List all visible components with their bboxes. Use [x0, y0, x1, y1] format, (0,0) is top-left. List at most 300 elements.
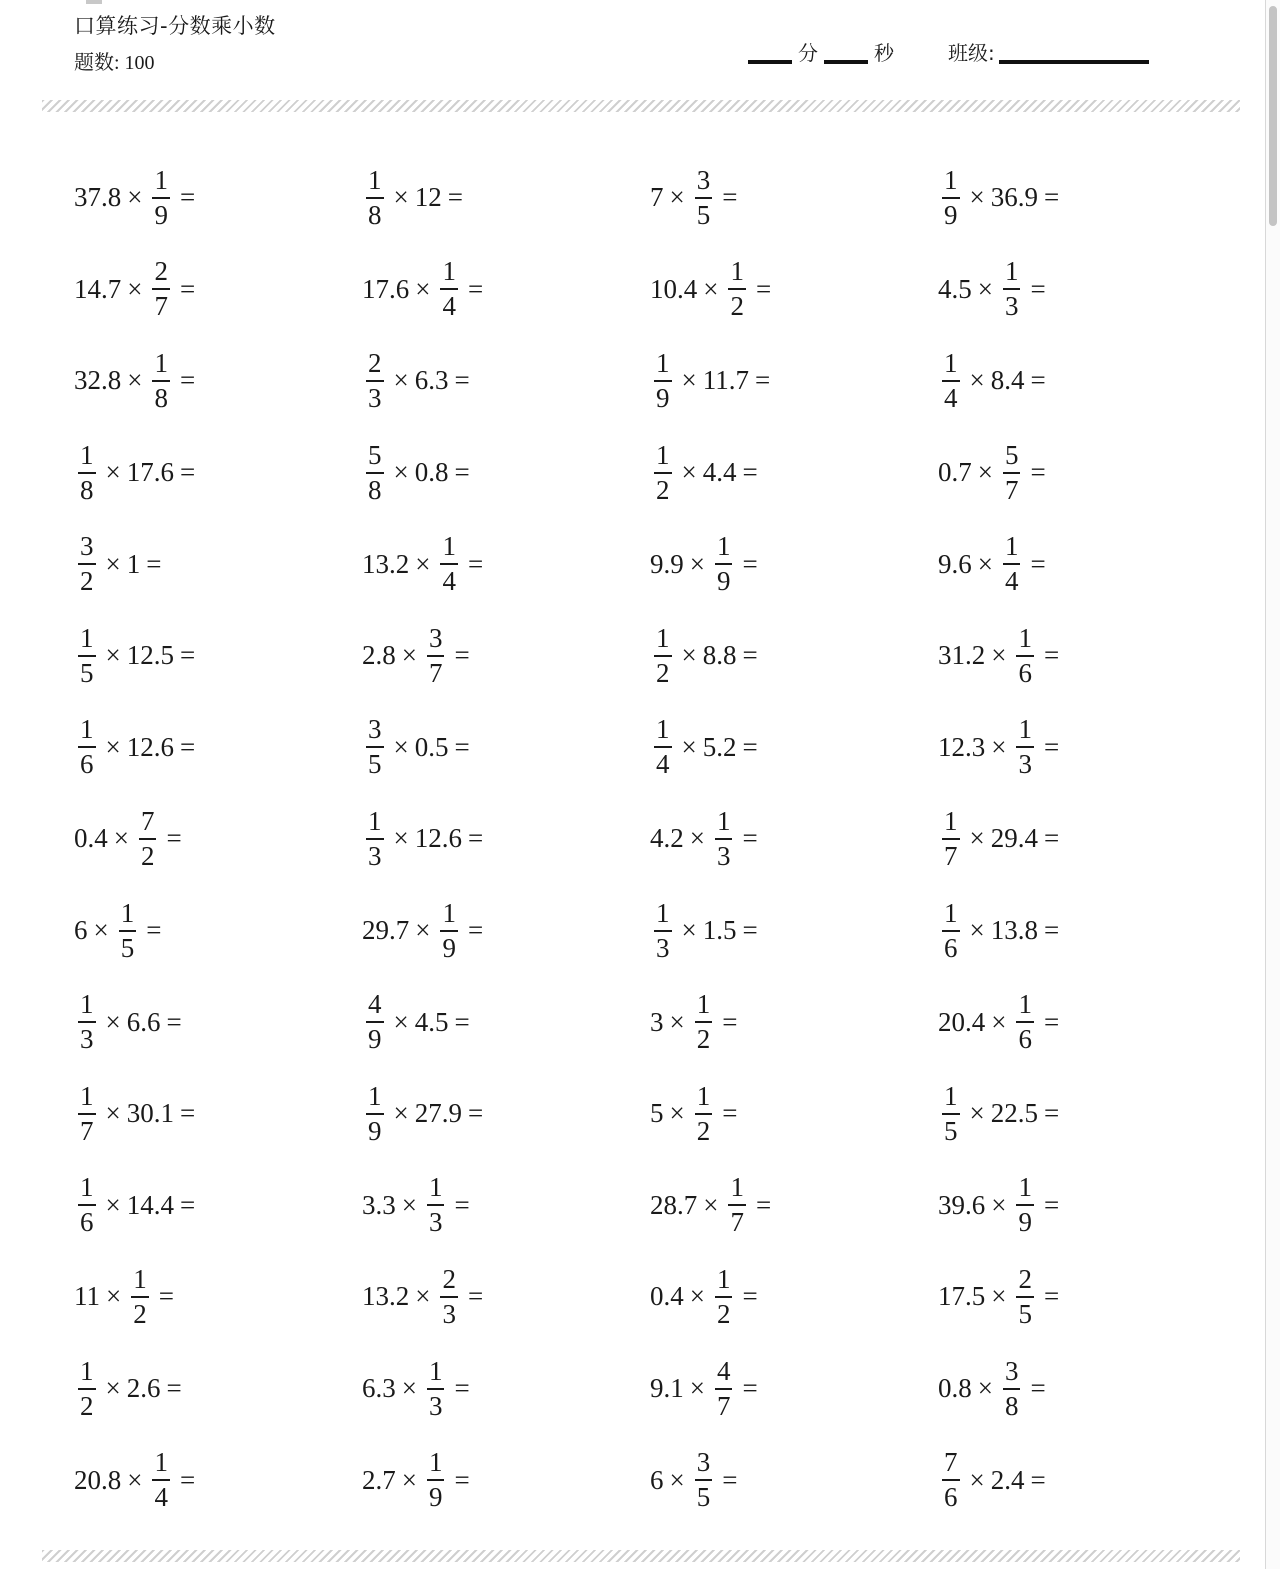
- equals-sign: =: [1030, 365, 1046, 396]
- equals-sign: =: [722, 1464, 738, 1495]
- equals-sign: =: [454, 457, 470, 488]
- fraction-denominator: 2: [656, 474, 670, 505]
- fraction-numerator: 2: [440, 1266, 458, 1298]
- problem-item: [362, 1434, 650, 1526]
- fraction-denominator: 7: [80, 1115, 94, 1146]
- decimal-operand: 12.3: [938, 731, 986, 762]
- fraction-numerator: 1: [654, 716, 672, 748]
- problem-item: [74, 427, 362, 519]
- equals-sign: =: [179, 273, 196, 304]
- decimal-operand: 22.5: [990, 1098, 1038, 1129]
- fraction-denominator: 6: [1018, 657, 1032, 688]
- fraction-operand: [427, 1355, 445, 1421]
- fraction-denominator: 8: [80, 474, 94, 505]
- times-sign: ×: [401, 640, 417, 671]
- problem-item: [362, 793, 650, 885]
- equals-sign: =: [1030, 1373, 1046, 1404]
- times-sign: ×: [991, 1281, 1007, 1312]
- equals-sign: =: [447, 182, 463, 213]
- fraction-denominator: 7: [716, 1390, 731, 1421]
- fraction-denominator: 6: [80, 1207, 94, 1238]
- fraction-operand: [942, 164, 960, 230]
- seconds-blank[interactable]: [824, 60, 868, 64]
- problem-count: 题数: 100: [74, 52, 155, 74]
- fraction-numerator: 1: [728, 1174, 746, 1206]
- class-label: 班级:: [948, 41, 995, 65]
- decimal-operand: 1.5: [702, 915, 737, 946]
- equals-sign: =: [1030, 273, 1046, 304]
- problem-item: [938, 152, 1226, 244]
- fraction-denominator: 3: [716, 840, 731, 871]
- decimal-operand: 10.4: [650, 273, 698, 304]
- problem-item: [938, 1434, 1226, 1526]
- problem-item: [650, 427, 938, 519]
- decimal-operand: 0.8: [938, 1373, 972, 1404]
- bottom-divider: [42, 1550, 1240, 1562]
- equals-sign: =: [179, 640, 196, 671]
- fraction-denominator: 5: [944, 1115, 958, 1146]
- times-sign: ×: [393, 731, 409, 762]
- decimal-operand: 4.4: [702, 457, 737, 488]
- fraction-operand: [695, 1080, 713, 1146]
- fraction-denominator: 5: [80, 657, 94, 688]
- fraction-denominator: 9: [428, 1482, 443, 1513]
- decimal-operand: 20.8: [74, 1464, 122, 1495]
- fraction-numerator: 3: [427, 625, 445, 657]
- fraction-denominator: 2: [133, 1298, 147, 1329]
- times-sign: ×: [393, 457, 409, 488]
- problem-item: [938, 793, 1226, 885]
- fraction-operand: [366, 1080, 384, 1146]
- problem-item: [938, 976, 1226, 1068]
- decimal-operand: 12.6: [414, 823, 462, 854]
- fraction-operand: [654, 347, 672, 413]
- problem-item: [938, 335, 1226, 427]
- fraction-denominator: 9: [154, 199, 168, 230]
- fraction-denominator: 3: [442, 1298, 456, 1329]
- fraction-numerator: 1: [427, 1174, 445, 1206]
- times-sign: ×: [991, 731, 1007, 762]
- times-sign: ×: [105, 1006, 121, 1037]
- equals-sign: =: [467, 548, 484, 579]
- fraction-denominator: 4: [944, 382, 958, 413]
- problem-item: [362, 1343, 650, 1435]
- problem-item: [362, 1068, 650, 1160]
- equals-sign: =: [722, 1006, 738, 1037]
- decimal-operand: 0.5: [414, 731, 449, 762]
- fraction-operand: [715, 1263, 733, 1329]
- fraction-denominator: 7: [944, 840, 958, 871]
- equals-sign: =: [454, 1006, 470, 1037]
- equals-sign: =: [742, 915, 758, 946]
- decimal-operand: 13.2: [362, 1281, 410, 1312]
- minutes-blank[interactable]: [748, 60, 792, 64]
- equals-sign: =: [1043, 1006, 1060, 1037]
- fraction-operand: [440, 1263, 458, 1329]
- fraction-operand: [366, 805, 384, 871]
- fraction-denominator: 7: [428, 657, 443, 688]
- fraction-denominator: 4: [1004, 566, 1019, 597]
- problem-item: [650, 244, 938, 336]
- fraction-denominator: 3: [1004, 291, 1019, 322]
- problem-item: [650, 610, 938, 702]
- times-sign: ×: [991, 1189, 1007, 1220]
- fraction-operand: [728, 258, 746, 320]
- problem-item: [362, 152, 650, 244]
- decimal-operand: 9.9: [650, 548, 684, 579]
- fraction-operand: [942, 347, 960, 413]
- times-sign: ×: [105, 1098, 121, 1129]
- fraction-operand: [440, 897, 458, 963]
- problem-item: [650, 1251, 938, 1343]
- decimal-operand: 11.7: [702, 365, 749, 396]
- problem-item: [362, 976, 650, 1068]
- fraction-operand: [427, 1174, 445, 1236]
- equals-sign: =: [1030, 1464, 1046, 1495]
- problem-item: [74, 702, 362, 794]
- scrollbar-thumb[interactable]: [1269, 6, 1277, 226]
- fraction-denominator: 2: [716, 1298, 731, 1329]
- equals-sign: =: [754, 365, 771, 396]
- fraction-denominator: 7: [1004, 474, 1019, 505]
- fraction-numerator: 1: [78, 716, 96, 748]
- problem-item: [650, 976, 938, 1068]
- vertical-scrollbar[interactable]: [1265, 0, 1280, 1569]
- equals-sign: =: [454, 1189, 470, 1220]
- times-sign: ×: [991, 1006, 1007, 1037]
- fraction-denominator: 4: [154, 1482, 168, 1513]
- problem-item: [74, 885, 362, 977]
- fraction-operand: [1016, 716, 1034, 778]
- times-sign: ×: [991, 640, 1007, 671]
- problem-item: [362, 335, 650, 427]
- decimal-operand: 1: [126, 548, 141, 579]
- equals-sign: =: [179, 457, 196, 488]
- fraction-numerator: 1: [695, 991, 713, 1023]
- equals-sign: =: [1043, 182, 1060, 213]
- equals-sign: =: [467, 915, 484, 946]
- fraction-numerator: 4: [715, 1358, 733, 1390]
- fraction-numerator: 2: [1016, 1266, 1034, 1298]
- fraction-denominator: 8: [154, 382, 168, 413]
- equals-sign: =: [454, 365, 470, 396]
- problem-item: [938, 1251, 1226, 1343]
- decimal-operand: 9.6: [938, 548, 972, 579]
- problem-item: [362, 518, 650, 610]
- class-blank[interactable]: [999, 60, 1149, 64]
- decimal-operand: 11: [74, 1281, 100, 1312]
- problem-item: [74, 1068, 362, 1160]
- equals-sign: =: [166, 1006, 182, 1037]
- fraction-denominator: 7: [154, 291, 168, 322]
- times-sign: ×: [669, 1098, 685, 1129]
- top-divider: [42, 100, 1240, 112]
- equals-sign: =: [179, 365, 196, 396]
- fraction-numerator: 1: [78, 442, 96, 474]
- decimal-operand: 4.2: [650, 823, 684, 854]
- problem-item: [650, 1160, 938, 1252]
- fraction-numerator: 1: [942, 808, 960, 840]
- fraction-operand: [1016, 1263, 1034, 1329]
- times-sign: ×: [393, 1098, 409, 1129]
- problem-item: [74, 793, 362, 885]
- equals-sign: =: [467, 1281, 484, 1312]
- fraction-numerator: 1: [366, 167, 384, 199]
- decimal-operand: 2.6: [126, 1373, 161, 1404]
- decimal-operand: 14.7: [74, 273, 122, 304]
- fraction-numerator: 1: [654, 442, 672, 474]
- fraction-numerator: 1: [1016, 625, 1034, 657]
- decimal-operand: 31.2: [938, 640, 986, 671]
- times-sign: ×: [93, 915, 109, 946]
- equals-sign: =: [454, 640, 470, 671]
- problem-item: [74, 1434, 362, 1526]
- fraction-numerator: 3: [78, 533, 96, 565]
- decimal-operand: 0.7: [938, 457, 972, 488]
- decimal-operand: 4.5: [414, 1006, 449, 1037]
- fraction-operand: [152, 258, 170, 320]
- equals-sign: =: [1030, 548, 1046, 579]
- equals-sign: =: [742, 1281, 758, 1312]
- times-sign: ×: [105, 548, 121, 579]
- problem-item: [650, 793, 938, 885]
- fraction-operand: [942, 805, 960, 871]
- fraction-denominator: 3: [428, 1390, 443, 1421]
- equals-sign: =: [755, 1189, 772, 1220]
- equals-sign: =: [146, 915, 162, 946]
- equals-sign: =: [1043, 1098, 1060, 1129]
- times-sign: ×: [669, 1006, 685, 1037]
- problem-item: [362, 427, 650, 519]
- problem-item: [938, 1343, 1226, 1435]
- problem-item: [938, 244, 1226, 336]
- fraction-operand: [695, 1449, 713, 1511]
- fraction-operand: [366, 716, 384, 778]
- times-sign: ×: [703, 1189, 719, 1220]
- fraction-operand: [942, 1080, 960, 1146]
- fraction-operand: [654, 716, 672, 778]
- fraction-operand: [78, 439, 96, 505]
- fraction-denominator: 3: [80, 1024, 94, 1055]
- decimal-operand: 12: [414, 182, 442, 213]
- problem-item: [74, 1160, 362, 1252]
- fraction-denominator: 2: [696, 1024, 711, 1055]
- fraction-numerator: 7: [139, 808, 157, 840]
- equals-sign: =: [755, 273, 772, 304]
- fraction-denominator: 2: [696, 1115, 711, 1146]
- fraction-numerator: 1: [440, 258, 458, 290]
- problem-item: [74, 610, 362, 702]
- equals-sign: =: [179, 731, 196, 762]
- times-sign: ×: [127, 365, 143, 396]
- decimal-operand: 7: [650, 182, 664, 213]
- decimal-operand: 32.8: [74, 365, 122, 396]
- fraction-denominator: 3: [368, 840, 382, 871]
- times-sign: ×: [681, 731, 697, 762]
- decimal-operand: 30.1: [126, 1098, 174, 1129]
- decimal-operand: 6: [74, 915, 88, 946]
- times-sign: ×: [415, 273, 431, 304]
- fraction-operand: [654, 622, 672, 688]
- fraction-denominator: 5: [368, 749, 382, 780]
- times-sign: ×: [689, 548, 705, 579]
- fraction-numerator: 1: [427, 1358, 445, 1390]
- fraction-denominator: 8: [368, 199, 382, 230]
- problem-item: [650, 518, 938, 610]
- decimal-operand: 28.7: [650, 1189, 698, 1220]
- fraction-denominator: 4: [442, 566, 456, 597]
- fraction-denominator: 6: [944, 932, 958, 963]
- equals-sign: =: [1030, 457, 1046, 488]
- fraction-numerator: 1: [715, 533, 733, 565]
- problem-item: [938, 1068, 1226, 1160]
- equals-sign: =: [1043, 731, 1060, 762]
- fraction-denominator: 4: [442, 291, 456, 322]
- decimal-operand: 29.4: [990, 823, 1038, 854]
- times-sign: ×: [689, 1373, 705, 1404]
- equals-sign: =: [1043, 915, 1060, 946]
- fraction-numerator: 1: [728, 258, 746, 290]
- fraction-operand: [440, 258, 458, 320]
- times-sign: ×: [969, 365, 985, 396]
- fraction-operand: [78, 622, 96, 688]
- decimal-operand: 0.8: [414, 457, 449, 488]
- fraction-operand: [427, 1449, 445, 1511]
- times-sign: ×: [393, 365, 409, 396]
- fraction-denominator: 9: [944, 199, 958, 230]
- decimal-operand: 13.8: [990, 915, 1038, 946]
- times-sign: ×: [681, 457, 697, 488]
- problem-item: [74, 976, 362, 1068]
- times-sign: ×: [969, 182, 985, 213]
- equals-sign: =: [179, 1189, 196, 1220]
- times-sign: ×: [669, 1464, 685, 1495]
- fraction-numerator: 1: [942, 900, 960, 932]
- decimal-operand: 17.6: [126, 457, 174, 488]
- problem-item: [938, 885, 1226, 977]
- fraction-denominator: 2: [80, 1390, 94, 1421]
- fraction-numerator: 7: [942, 1449, 960, 1481]
- equals-sign: =: [742, 640, 758, 671]
- fraction-operand: [695, 991, 713, 1053]
- fraction-denominator: 6: [944, 1482, 958, 1513]
- fraction-operand: [78, 716, 96, 778]
- equals-sign: =: [1043, 1281, 1060, 1312]
- times-sign: ×: [977, 1373, 993, 1404]
- decimal-operand: 2.8: [362, 640, 396, 671]
- decimal-operand: 0.4: [74, 823, 108, 854]
- times-sign: ×: [415, 1281, 431, 1312]
- fraction-numerator: 5: [366, 442, 384, 474]
- fraction-denominator: 5: [696, 1482, 711, 1513]
- times-sign: ×: [127, 273, 143, 304]
- fraction-operand: [440, 533, 458, 595]
- fraction-denominator: 9: [656, 382, 670, 413]
- times-sign: ×: [681, 640, 697, 671]
- fraction-numerator: 1: [366, 808, 384, 840]
- decimal-operand: 36.9: [990, 182, 1038, 213]
- times-sign: ×: [127, 1464, 143, 1495]
- decimal-operand: 5: [650, 1098, 664, 1129]
- times-sign: ×: [703, 273, 719, 304]
- problem-item: [650, 1343, 938, 1435]
- equals-sign: =: [742, 1373, 758, 1404]
- times-sign: ×: [105, 640, 121, 671]
- decimal-operand: 27.9: [414, 1098, 462, 1129]
- times-sign: ×: [105, 457, 121, 488]
- fraction-operand: [139, 805, 157, 871]
- problem-item: [74, 518, 362, 610]
- fraction-numerator: 1: [942, 1083, 960, 1115]
- fraction-numerator: 3: [695, 167, 713, 199]
- times-sign: ×: [969, 915, 985, 946]
- fraction-numerator: 1: [152, 350, 170, 382]
- equals-sign: =: [742, 731, 758, 762]
- times-sign: ×: [689, 1281, 705, 1312]
- equals-sign: =: [742, 548, 758, 579]
- fraction-numerator: 1: [440, 533, 458, 565]
- fraction-denominator: 3: [428, 1207, 443, 1238]
- decimal-operand: 12.5: [126, 640, 174, 671]
- fraction-numerator: 1: [942, 167, 960, 199]
- decimal-operand: 39.6: [938, 1189, 986, 1220]
- problem-item: [650, 702, 938, 794]
- decimal-operand: 4.5: [938, 273, 972, 304]
- page-title: 口算练习-分数乘小数: [74, 14, 276, 38]
- equals-sign: =: [467, 1098, 484, 1129]
- fraction-operand: [78, 533, 96, 595]
- fraction-denominator: 5: [120, 932, 135, 963]
- equals-sign: =: [1043, 1189, 1060, 1220]
- fraction-operand: [78, 991, 96, 1053]
- times-sign: ×: [689, 823, 705, 854]
- equals-sign: =: [467, 823, 484, 854]
- fraction-numerator: 1: [715, 808, 733, 840]
- problem-item: [74, 152, 362, 244]
- fraction-operand: [654, 439, 672, 505]
- problem-item: [74, 335, 362, 427]
- problem-item: [938, 702, 1226, 794]
- fraction-denominator: 7: [730, 1207, 744, 1238]
- fraction-denominator: 9: [1018, 1207, 1032, 1238]
- problem-grid: [74, 152, 1234, 1526]
- fraction-numerator: 1: [78, 1358, 96, 1390]
- decimal-operand: 20.4: [938, 1006, 986, 1037]
- times-sign: ×: [669, 182, 685, 213]
- times-sign: ×: [401, 1464, 417, 1495]
- problem-item: [650, 1068, 938, 1160]
- fraction-denominator: 9: [368, 1115, 382, 1146]
- times-sign: ×: [106, 1281, 122, 1312]
- fraction-operand: [366, 347, 384, 413]
- fraction-operand: [152, 1449, 170, 1511]
- fraction-operand: [1016, 622, 1034, 688]
- fraction-operand: [1003, 533, 1021, 595]
- times-sign: ×: [969, 1464, 985, 1495]
- decimal-operand: 29.7: [362, 915, 410, 946]
- decimal-operand: 5.2: [702, 731, 737, 762]
- decimal-operand: 12.6: [126, 731, 174, 762]
- fraction-operand: [131, 1263, 149, 1329]
- fraction-denominator: 8: [1004, 1390, 1019, 1421]
- times-sign: ×: [393, 823, 409, 854]
- times-sign: ×: [105, 1373, 121, 1404]
- fraction-operand: [654, 897, 672, 963]
- decimal-operand: 8.4: [990, 365, 1025, 396]
- fraction-operand: [78, 1174, 96, 1236]
- fraction-numerator: 1: [715, 1266, 733, 1298]
- problem-item: [362, 885, 650, 977]
